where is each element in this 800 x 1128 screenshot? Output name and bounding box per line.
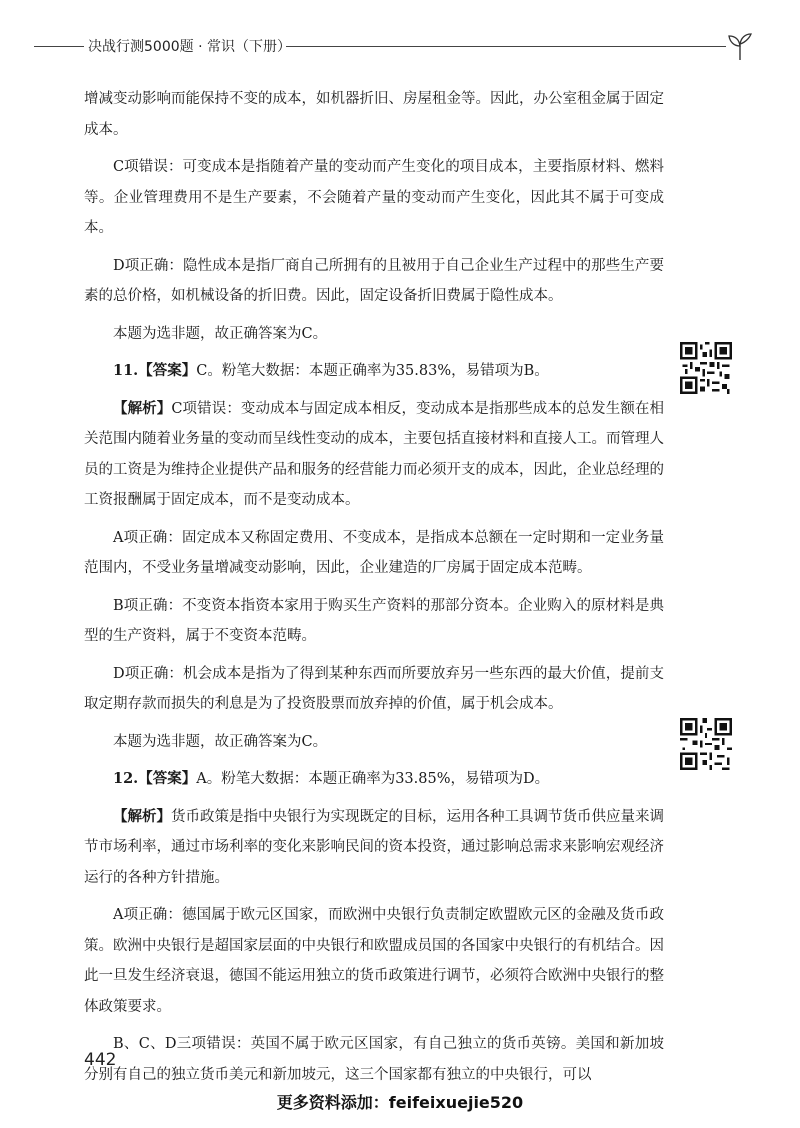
header-rule-right (286, 46, 726, 47)
answer-text: A。粉笔大数据：本题正确率为33.85%，易错项为D。 (196, 771, 550, 787)
header-title: 决战行测5000题 · 常识（下册） (88, 39, 291, 55)
answer-line (84, 764, 664, 795)
analysis-paragraph (84, 802, 664, 894)
paragraph: A项正确：固定成本又称固定费用、不变成本，是指成本总额在一定时期和一定业务量范围内，不受业务量增减变动影响，因此，企业建造的厂房属于固定成本范畴。 (84, 529, 664, 576)
page-number: 442 (84, 1050, 117, 1070)
running-header (34, 34, 734, 58)
paragraph: B项正确：不变资本指资本家用于购买生产资料的那部分资本。企业购入的原材料是典型的生产资料，属于不变资本范畴。 (84, 597, 664, 644)
answer-line (84, 356, 664, 387)
analysis-paragraph (84, 394, 664, 516)
answer-tag: 12.【答案】 (113, 770, 197, 787)
sprout-icon (724, 30, 756, 62)
paragraph: A项正确：德国属于欧元区国家，而欧洲中央银行负责制定欧盟欧元区的金融及货币政策。欧洲中央银行是超国家层面的中央银行和欧盟成员国的各国家中央银行的有机结合。因此一旦发生经济衰退，德国不能运用独立的货币政策进行调节，必须符合欧洲中央银行的整体政策要求。 (84, 907, 664, 1015)
analysis-tag: 【解析】 (113, 399, 172, 417)
answer-tag: 11.【答案】 (113, 362, 197, 379)
analysis-text: C项错误：变动成本与固定成本相反，变动成本是指那些成本的总发生额在相关范围内随着业务量的变动而呈线性变动的成本，主要包括直接材料和直接人工。而管理人员的工资是为维持企业提供产品和服务的经营能力而必须开支的成本，因此，企业总经理的工资报酬属于固定成本，而不是变动成本。 (84, 400, 665, 508)
paragraph: 本题为选非题，故正确答案为C。 (113, 325, 328, 342)
qr-code-icon[interactable] (680, 342, 732, 394)
footer-note: 更多资料添加：feifeixuejie520 (276, 1093, 524, 1112)
paragraph: D项正确：隐性成本是指厂商自己所拥有的且被用于自己企业生产过程中的那些生产要素的总价格，如机械设备的折旧费。因此，固定设备折旧费属于隐性成本。 (84, 257, 664, 304)
qr-code-icon[interactable] (680, 718, 732, 770)
paragraph: C项错误：可变成本是指随着产量的变动而产生变化的项目成本，主要指原材料、燃料等。企业管理费用不是生产要素，不会随着产量的变动而产生变化，因此其不属于可变成本。 (84, 159, 664, 236)
analysis-tag: 【解析】 (113, 807, 171, 825)
paragraph: B、C、D三项错误：英国不属于欧元区国家，有自己独立的货币英镑。美国和新加坡分别有自己的独立货币美元和新加坡元，这三个国家都有独立的中央银行，可以 (84, 1036, 664, 1083)
paragraph: 本题为选非题，故正确答案为C。 (113, 733, 328, 750)
body-text (84, 84, 664, 1097)
header-rule-left (34, 46, 84, 47)
analysis-text: 货币政策是指中央银行为实现既定的目标，运用各种工具调节货币供应量来调节市场利率，通过市场利率的变化来影响民间的资本投资，通过影响总需求来影响宏观经济运行的各种方针措施。 (84, 808, 664, 886)
answer-text: C。粉笔大数据：本题正确率为35.83%，易错项为B。 (196, 363, 549, 379)
paragraph: 增减变动影响而能保持不变的成本，如机器折旧、房屋租金等。因此，办公室租金属于固定成本。 (84, 91, 664, 138)
paragraph: D项正确：机会成本是指为了得到某种东西而所要放弃另一些东西的最大价值，提前支取定期存款而损失的利息是为了投资股票而放弃掉的价值，属于机会成本。 (84, 665, 664, 712)
